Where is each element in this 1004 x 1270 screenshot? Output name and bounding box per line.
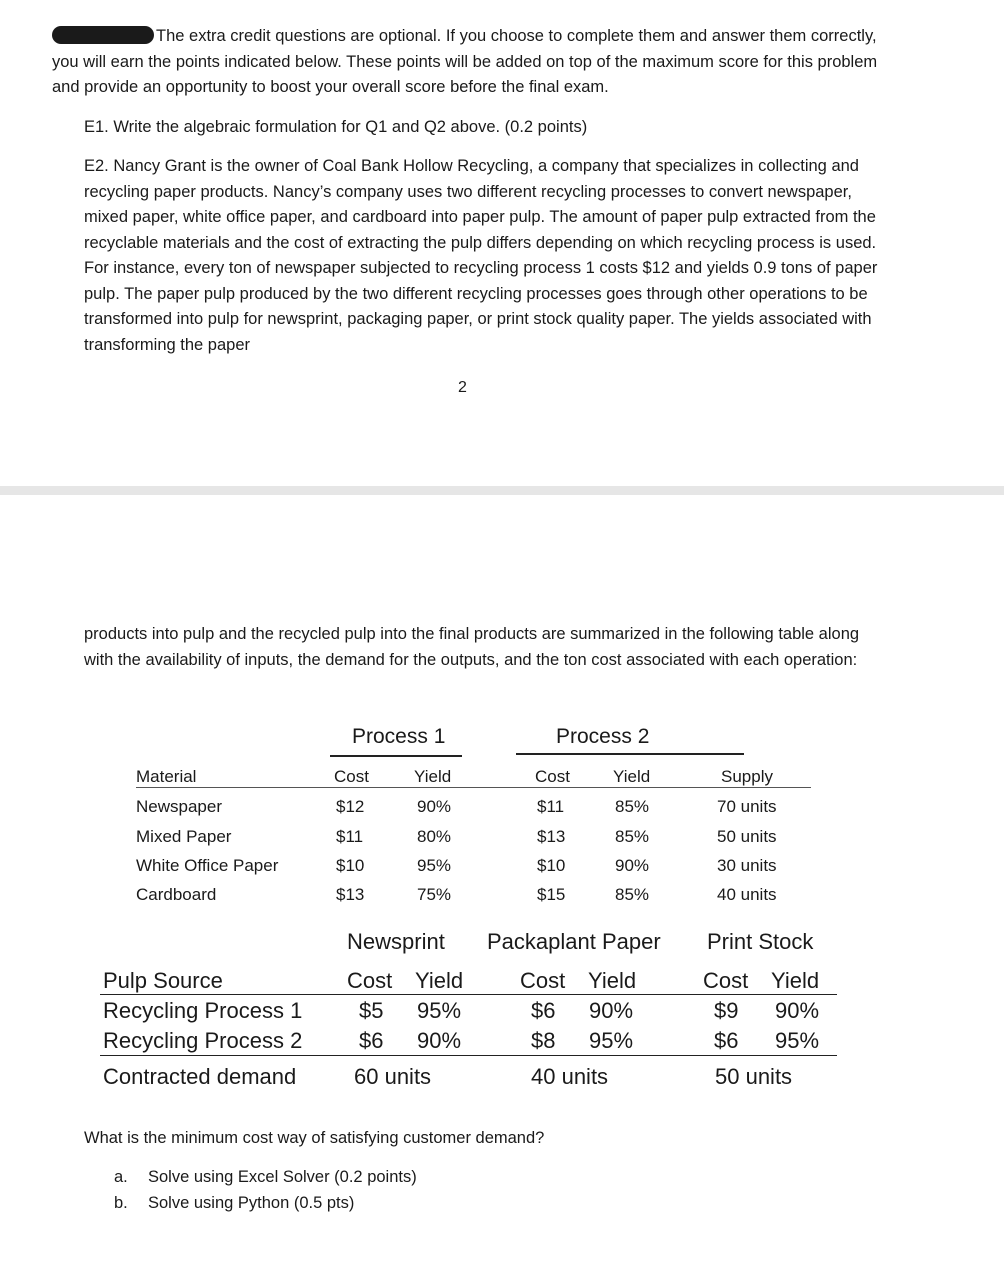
parts-list — [114, 1164, 417, 1216]
row-yield-1: 90% — [417, 797, 452, 816]
header-printstock-yield: Yield — [771, 968, 820, 993]
table2-header-underline — [100, 994, 837, 995]
row-cost-1: $11 — [336, 827, 364, 846]
demand-label: Contracted demand — [103, 1064, 297, 1089]
row-packaging-cost: $8 — [531, 1028, 556, 1053]
row-newsprint-cost: $6 — [359, 1028, 384, 1053]
row-cost-2: $15 — [537, 885, 566, 904]
header-underline — [136, 787, 811, 788]
row-yield-2: 85% — [615, 827, 650, 846]
row-printstock-yield: 90% — [775, 998, 820, 1023]
list-marker: b. — [114, 1194, 128, 1212]
row-cost-2: $11 — [537, 797, 565, 816]
printstock-heading: Print Stock — [707, 929, 814, 954]
row-packaging-yield: 95% — [589, 1028, 634, 1053]
row-yield-2: 85% — [615, 797, 650, 816]
newsprint-heading: Newsprint — [347, 929, 445, 954]
row-yield-1: 75% — [417, 885, 452, 904]
intro-paragraph — [52, 24, 892, 101]
row-yield-1: 80% — [417, 827, 452, 846]
process2-underline — [516, 753, 744, 755]
list-marker: a. — [114, 1168, 128, 1186]
row-yield-2: 85% — [615, 885, 650, 904]
row-yield-1: 95% — [417, 856, 452, 875]
row-cost-2: $13 — [537, 827, 566, 846]
row-newsprint-cost: $5 — [359, 998, 384, 1023]
row-cost-1: $13 — [336, 885, 365, 904]
demand-packaging: 40 units — [531, 1064, 609, 1089]
header-newsprint-yield: Yield — [415, 968, 464, 993]
row-label: Recycling Process 1 — [103, 998, 303, 1023]
header-supply: Supply — [721, 767, 773, 786]
list-item — [114, 1164, 417, 1190]
row-printstock-cost: $6 — [714, 1028, 739, 1053]
page-3-upper — [0, 495, 1004, 1270]
row-cost-2: $10 — [537, 856, 566, 875]
list-item — [114, 1190, 417, 1216]
row-material: White Office Paper — [136, 856, 279, 875]
process1-underline — [330, 755, 462, 757]
question-e2-part2: products into pulp and the recycled pulp into the final products are summarized in the following table along with the availability of inputs, the demand for the outputs, and the ton cost associated with each operation: — [84, 625, 860, 669]
packaging-heading: Packaplant Paper — [487, 929, 661, 954]
row-newsprint-yield: 95% — [417, 998, 462, 1023]
page-separator — [0, 486, 1004, 495]
row-printstock-yield: 95% — [775, 1028, 820, 1053]
header-yield-1: Yield — [414, 767, 452, 786]
redacted-mark — [52, 26, 154, 44]
row-cost-1: $12 — [336, 797, 365, 816]
row-packaging-yield: 90% — [589, 998, 634, 1023]
row-supply: 50 units — [717, 827, 777, 846]
header-material: Material — [136, 767, 197, 786]
table2-rows-underline — [100, 1055, 837, 1056]
header-cost-2: Cost — [535, 767, 570, 786]
row-material: Mixed Paper — [136, 827, 232, 846]
header-cost-1: Cost — [334, 767, 369, 786]
row-supply: 40 units — [717, 885, 777, 904]
question-e1: E1. Write the algebraic formulation for Q1 and Q2 above. (0.2 points) — [84, 118, 588, 136]
demand-newsprint: 60 units — [354, 1064, 432, 1089]
header-printstock-cost: Cost — [703, 968, 749, 993]
row-label: Recycling Process 2 — [103, 1028, 303, 1053]
row-yield-2: 90% — [615, 856, 650, 875]
row-printstock-cost: $9 — [714, 998, 739, 1023]
row-cost-1: $10 — [336, 856, 365, 875]
header-packaging-cost: Cost — [520, 968, 566, 993]
page-number: 2 — [458, 379, 467, 396]
header-yield-2: Yield — [613, 767, 651, 786]
header-packaging-yield: Yield — [588, 968, 637, 993]
demand-printstock: 50 units — [715, 1064, 793, 1089]
final-question: What is the minimum cost way of satisfying customer demand? — [84, 1129, 545, 1147]
list-text: Solve using Excel Solver (0.2 points) — [148, 1168, 417, 1186]
row-supply: 70 units — [717, 797, 777, 816]
header-newsprint-cost: Cost — [347, 968, 393, 993]
process2-heading: Process 2 — [556, 725, 650, 748]
intro-text: The extra credit questions are optional. If you choose to complete them and answer them correctly, you will earn the points indicated below. These points will be added on top of the maximum score for this problem and provide an opportunity to boost your overall score before the final exam. — [52, 27, 878, 96]
row-material: Newspaper — [136, 797, 222, 816]
row-packaging-cost: $6 — [531, 998, 556, 1023]
process1-heading: Process 1 — [352, 725, 446, 748]
page-2-lower — [0, 0, 1004, 486]
list-text: Solve using Python (0.5 pts) — [148, 1194, 355, 1212]
question-e2-part1: E2. Nancy Grant is the owner of Coal Bank Hollow Recycling, a company that specializes in collecting and recycling paper products. Nancy’s company uses two different recycling processes to convert newspaper, mixed paper, white office paper, and cardboard into paper pulp. The amount of paper pulp extracted from the recyclable materials and the cost of extracting the pulp differs depending on which recycling process is used. For instance, every ton of newspaper subjected to recycling process 1 costs $12 and yields 0.9 tons of paper pulp. The paper pulp produced by the two different recycling processes goes through other operations to be transformed into pulp for newsprint, packaging paper, or print stock quality paper. The yields associated with transforming the paper — [84, 157, 878, 354]
row-supply: 30 units — [717, 856, 777, 875]
header-pulp-source: Pulp Source — [103, 968, 223, 993]
row-material: Cardboard — [136, 885, 217, 904]
row-newsprint-yield: 90% — [417, 1028, 462, 1053]
